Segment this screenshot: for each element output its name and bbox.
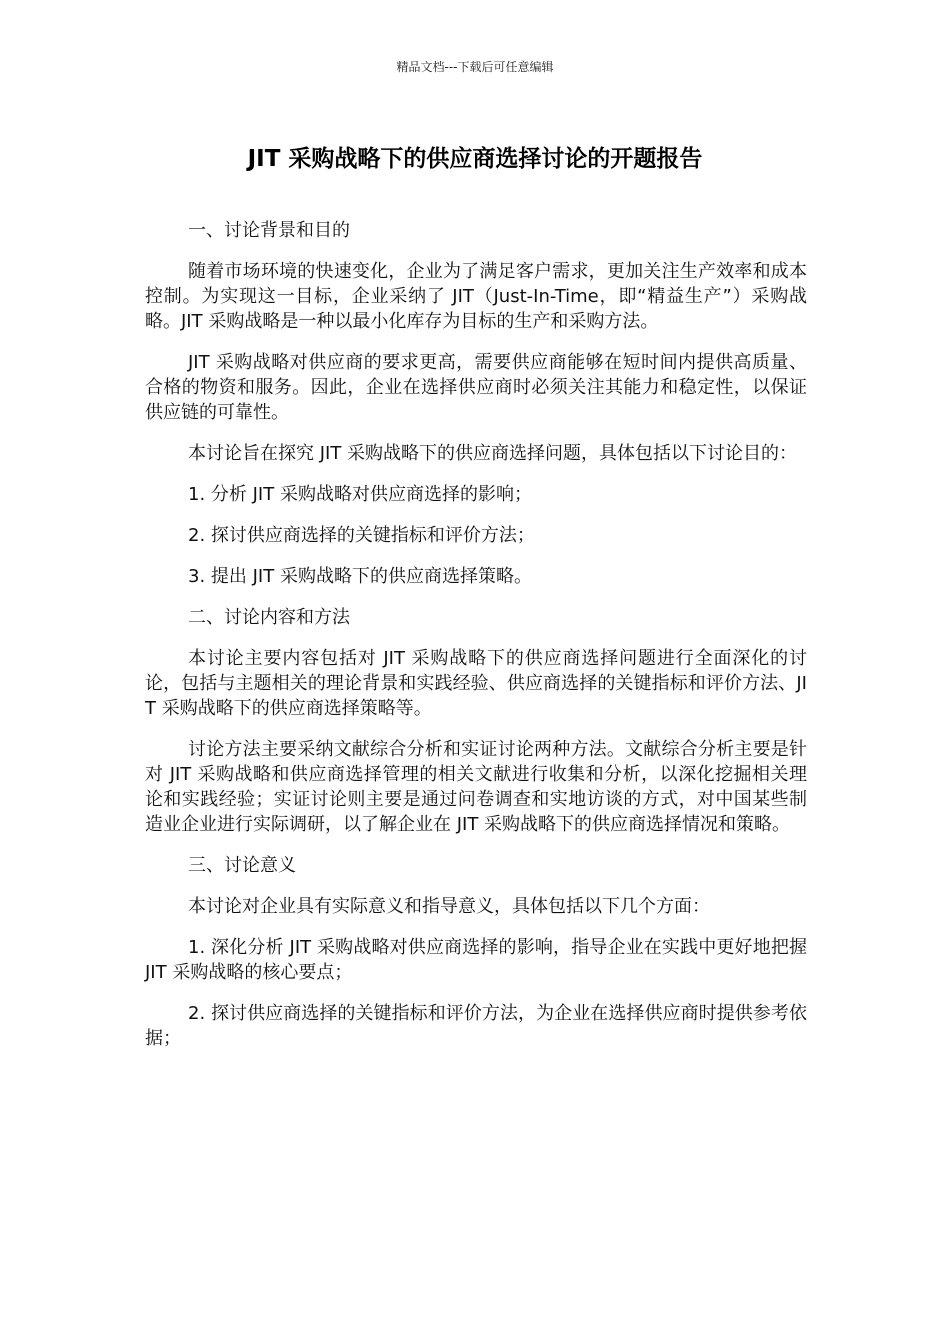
page-header-note: 精品文档---下载后可任意编辑: [396, 60, 554, 74]
paragraph-research-aim: 本讨论旨在探究 JIT 采购战略下的供应商选择问题，具体包括以下讨论目的：: [188, 443, 798, 464]
section-heading-content-methods: 二、讨论内容和方法: [188, 607, 350, 628]
document-title: JIT 采购战略下的供应商选择讨论的开题报告: [247, 146, 703, 172]
paragraph-significance-intro: 本讨论对企业具有实际意义和指导意义，具体包括以下几个方面：: [188, 896, 710, 917]
document-body: [145, 218, 807, 1067]
section-heading-significance: 三、讨论意义: [188, 855, 296, 876]
section-heading-background: 一、讨论背景和目的: [188, 220, 350, 241]
list-item-aim-1: 1. 分析 JIT 采购战略对供应商选择的影响；: [188, 484, 532, 505]
list-item-significance-1: 1. 深化分析 JIT 采购战略对供应商选择的影响，指导企业在实践中更好地把握 JIT 采购战略的核心要点；: [145, 937, 807, 983]
list-item-aim-2: 2. 探讨供应商选择的关键指标和评价方法；: [188, 525, 535, 546]
list-item-significance-2: 2. 探讨供应商选择的关键指标和评价方法，为企业在选择供应商时提供参考依据；: [145, 1003, 807, 1049]
list-item-aim-3: 3. 提出 JIT 采购战略下的供应商选择策略。: [188, 566, 532, 587]
paragraph-supplier-requirements: JIT 采购战略对供应商的要求更高，需要供应商能够在短时间内提供高质量、合格的物资和服务。因此，企业在选择供应商时必须关注其能力和稳定性，以保证供应链的可靠性。: [145, 352, 807, 423]
paragraph-market-context: 随着市场环境的快速变化，企业为了满足客户需求，更加关注生产效率和成本控制。为实现这一目标，企业采纳了 JIT（Just-In-Time，即“精益生产”）采购战略。JIT 采购战略是一种以最小化库存为目标的生产和采购方法。: [145, 261, 807, 332]
paragraph-research-content: 本讨论主要内容包括对 JIT 采购战略下的供应商选择问题进行全面深化的讨论，包括与主题相关的理论背景和实践经验、供应商选择的关键指标和评价方法、JIT 采购战略下的供应商选择策略等。: [145, 648, 807, 719]
paragraph-research-methods: 讨论方法主要采纳文献综合分析和实证讨论两种方法。文献综合分析主要是针对 JIT 采购战略和供应商选择管理的相关文献进行收集和分析，以深化挖掘相关理论和实践经验；实证讨论则主要是通过问卷调查和实地访谈的方式，对中国某些制造业企业进行实际调研，以了解企业在 JIT 采购战略下的供应商选择情况和策略。: [145, 739, 807, 835]
